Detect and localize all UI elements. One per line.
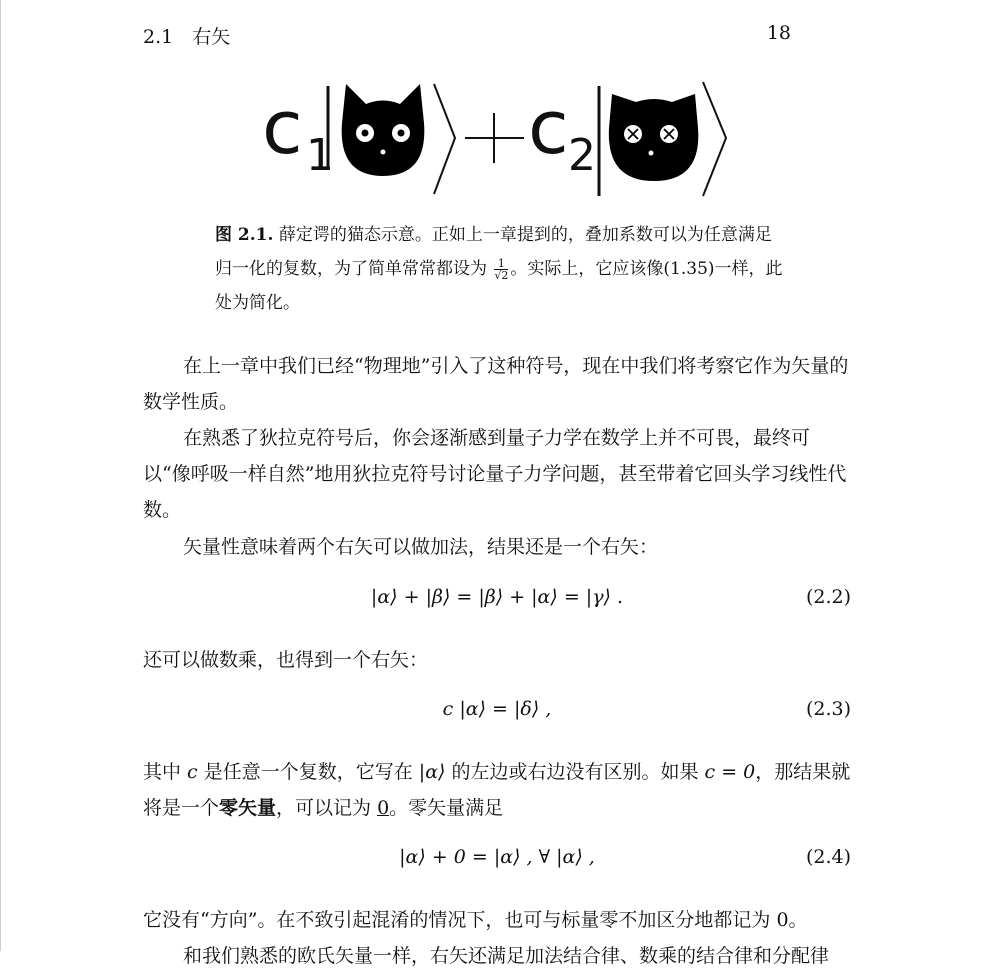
equation-number: (2.4) <box>805 846 851 868</box>
equation-expression: c |α⟩ = |δ⟩ , <box>442 698 552 720</box>
equation-2-2 <box>143 586 851 622</box>
fraction-denominator: √2 <box>494 269 509 282</box>
subscript-2: 2 <box>568 130 596 181</box>
subscript-1: 1 <box>306 130 334 181</box>
paragraph-2: 在熟悉了狄拉克符号后，你会逐渐感到量子力学在数学上并不可畏，最终可以“像呼吸一样自然”地用狄拉克符号讨论量子力学问题，甚至带着它回头学习线性代数。 <box>143 427 847 521</box>
caption-fraction <box>494 258 508 281</box>
section-title: 2.1 右矢 <box>143 26 231 48</box>
paragraph-4: 还可以做数乘，也得到一个右矢： <box>143 649 429 671</box>
equation-number: (2.2) <box>805 586 851 608</box>
coefficient-c1: c <box>262 85 303 171</box>
text-run: ，可以记为 <box>276 797 378 819</box>
equation-2-3 <box>143 698 851 734</box>
schrodinger-cat-figure <box>262 78 732 203</box>
text-run: 是任意一个复数，它写在 <box>197 761 419 783</box>
paragraph-1: 在上一章中我们已经“物理地”引入了这种符号，现在中我们将考察它作为矢量的数学性质。 <box>143 355 849 413</box>
equation-expression: |α⟩ + 0 = |α⟩ , ∀ |α⟩ , <box>399 846 595 868</box>
text-run: 的左边或右边没有区别。如果 <box>445 761 705 783</box>
math-condition: c = 0 <box>704 761 756 783</box>
fraction-numerator: 1 <box>494 258 508 270</box>
math-ket-alpha: |α⟩ <box>418 761 446 783</box>
page-number: 18 <box>766 22 791 44</box>
equation-number: (2.3) <box>805 698 851 720</box>
cat-alive-icon <box>342 84 425 176</box>
paragraph-7: 和我们熟悉的欧氏矢量一样，右矢还满足加法结合律、数乘的结合律和分配律 <box>183 945 830 967</box>
equation-2-4 <box>143 846 851 882</box>
text-run: 其中 <box>143 761 188 783</box>
term-zero-vector: 零矢量 <box>219 797 277 819</box>
cat-dead-icon <box>609 94 698 181</box>
text-run: 。零矢量满足 <box>389 797 504 819</box>
paragraph-5 <box>143 754 851 826</box>
text-run: ，那结果就将是一个 <box>143 761 851 819</box>
caption-text-2: 。实际上，它应该像(1.35)一样，此处为简化。 <box>215 259 783 313</box>
equation-expression: |α⟩ + |β⟩ = |β⟩ + |α⟩ = |γ⟩ . <box>370 586 624 608</box>
ket-angle-2 <box>703 82 726 196</box>
figure-caption <box>215 218 785 320</box>
math-zero-vector: 0 <box>377 797 390 819</box>
coefficient-c2: c <box>528 85 569 171</box>
page-left-border <box>0 0 1 951</box>
paragraph-6: 它没有“方向”。在不致引起混淆的情况下，也可与标量零不加区分地都记为 0。 <box>143 909 808 931</box>
caption-label: 图 2.1. <box>215 225 274 245</box>
ket-angle-1 <box>434 84 455 194</box>
caption-text-1: 薛定谔的猫态示意。正如上一章提到的，叠加系数可以为任意满足归一化的复数，为了简单常常都设为 <box>215 225 772 279</box>
math-c: c <box>187 761 198 783</box>
paragraph-3: 矢量性意味着两个右矢可以做加法，结果还是一个右矢： <box>183 536 659 558</box>
